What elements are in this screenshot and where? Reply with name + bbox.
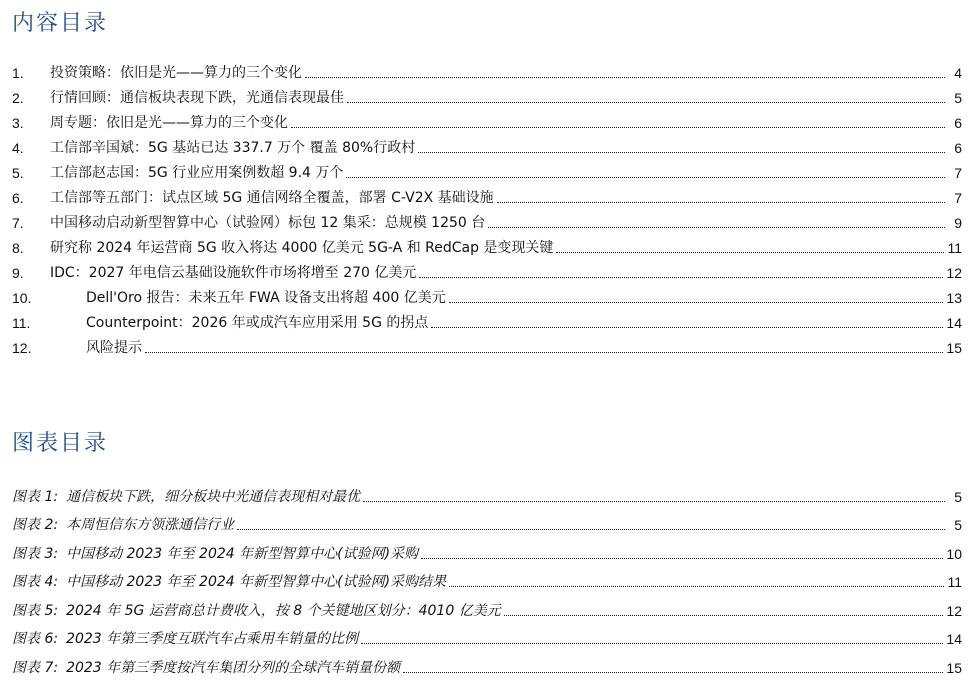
figure-entry[interactable]: [12, 477, 962, 506]
dot-leader: [291, 127, 945, 128]
figure-entry-title: 2023 年第三季度按汽车集团分列的全球汽车销量份额: [66, 659, 401, 676]
dot-leader: [145, 352, 943, 353]
figure-entry-page: 5: [954, 488, 962, 505]
toc-entry[interactable]: [12, 107, 962, 132]
dot-leader: [431, 327, 943, 328]
toc-entry[interactable]: [12, 332, 962, 357]
toc-entry-number: 8.: [12, 240, 24, 256]
toc-entry-page: 4: [954, 65, 962, 81]
toc-entry-title: 投资策略：依旧是光——算力的三个变化: [50, 65, 302, 81]
dot-leader: [361, 643, 943, 644]
toc-entry-number: 5.: [12, 165, 24, 181]
figure-entry[interactable]: [12, 620, 962, 649]
toc-entry-title: 周专题：依旧是光——算力的三个变化: [50, 115, 288, 131]
toc-entry-number: 6.: [12, 190, 24, 206]
toc-entry[interactable]: [12, 57, 962, 82]
toc-entry[interactable]: [12, 307, 962, 332]
toc-entry-number: 7.: [12, 215, 24, 231]
toc-list: [12, 57, 962, 357]
toc-entry-title: 中国移动启动新型智算中心（试验网）标包 12 集采：总规模 1250 台: [50, 215, 486, 231]
toc-entry-number: 10.: [12, 290, 32, 306]
dot-leader: [421, 558, 943, 559]
figure-entry-title: 2024 年 5G 运营商总计费收入，按 8 个关键地区划分：4010 亿美元: [66, 602, 501, 619]
toc-entry-number: 3.: [12, 115, 24, 131]
toc-entry-title: Dell'Oro 报告：未来五年 FWA 设备支出将超 400 亿美元: [86, 290, 446, 306]
figures-heading: 图表目录: [12, 431, 109, 456]
figure-entry-title: 中国移动 2023 年至 2024 年新型智算中心(试验网)采购: [66, 545, 419, 562]
figure-entry-label: 图表 3:: [12, 545, 59, 562]
toc-entry-number: 11.: [12, 315, 31, 331]
figure-entry-page: 12: [946, 602, 962, 619]
toc-entry-title: Counterpoint：2026 年或成汽车应用采用 5G 的拐点: [86, 315, 429, 331]
toc-entry-number: 1.: [12, 65, 24, 81]
figure-entry-label: 图表 7:: [12, 659, 59, 676]
toc-entry-page: 9: [954, 215, 962, 231]
figure-entry-page: 15: [946, 659, 962, 676]
figure-entry-page: 14: [946, 631, 962, 647]
dot-leader: [497, 202, 945, 203]
dot-leader: [418, 152, 945, 153]
figure-entry-label: 图表 5:: [12, 602, 59, 619]
toc-entry[interactable]: [12, 182, 962, 207]
toc-entry-title: 行情回顾：通信板块表现下跌，光通信表现最佳: [50, 90, 344, 106]
toc-entry-page: 15: [946, 340, 962, 356]
toc-entry-page: 11: [947, 240, 962, 256]
toc-entry-page: 5: [954, 90, 962, 106]
figure-entry-label: 图表 1:: [12, 488, 59, 505]
figure-entry-page: 11: [947, 574, 962, 590]
toc-entry-number: 2.: [12, 90, 24, 106]
toc-entry[interactable]: [12, 282, 962, 307]
toc-entry[interactable]: [12, 157, 962, 182]
figure-entry-title: 2023 年第三季度互联汽车占乘用车销量的比例: [66, 631, 359, 647]
toc-entry[interactable]: [12, 82, 962, 107]
dot-leader: [237, 529, 945, 530]
toc-entry-page: 14: [946, 315, 962, 331]
figure-entry[interactable]: [12, 591, 962, 620]
dot-leader: [305, 77, 945, 78]
toc-entry-number: 9.: [12, 265, 24, 281]
dot-leader: [488, 227, 945, 228]
dot-leader: [449, 302, 944, 303]
dot-leader: [363, 501, 945, 502]
figure-entry-title: 本周恒信东方领涨通信行业: [66, 517, 235, 533]
dot-leader: [403, 672, 943, 673]
figures-list: [12, 477, 962, 677]
dot-leader: [556, 252, 944, 253]
toc-entry-number: 12.: [12, 340, 32, 356]
figure-entry-label: 图表 2:: [12, 517, 59, 533]
toc-entry-page: 13: [946, 290, 962, 306]
toc-heading: 内容目录: [12, 11, 109, 36]
toc-entry-title: IDC：2027 年电信云基础设施软件市场将增至 270 亿美元: [50, 265, 417, 281]
dot-leader: [449, 586, 944, 587]
dot-leader: [346, 177, 945, 178]
figure-entry-page: 5: [954, 517, 962, 533]
dot-leader: [419, 277, 943, 278]
toc-entry-page: 7: [954, 165, 962, 181]
toc-entry[interactable]: [12, 132, 962, 157]
figure-entry[interactable]: [12, 648, 962, 677]
toc-entry[interactable]: [12, 232, 962, 257]
toc-entry-title: 工信部等五部门：试点区域 5G 通信网络全覆盖，部署 C-V2X 基础设施: [50, 190, 494, 206]
figure-entry-label: 图表 6:: [12, 631, 59, 647]
toc-entry-title: 研究称 2024 年运营商 5G 收入将达 4000 亿美元 5G-A 和 RedCap 是变现关键: [50, 240, 554, 256]
dot-leader: [347, 102, 945, 103]
toc-entry-number: 4.: [12, 140, 24, 156]
toc-entry[interactable]: [12, 207, 962, 232]
figure-entry-title: 中国移动 2023 年至 2024 年新型智算中心(试验网)采购结果: [66, 574, 447, 590]
toc-entry-title: 风险提示: [86, 340, 142, 356]
figure-entry[interactable]: [12, 563, 962, 592]
figure-entry[interactable]: [12, 534, 962, 563]
figure-entry[interactable]: [12, 506, 962, 535]
figure-entry-label: 图表 4:: [12, 574, 59, 590]
dot-leader: [504, 615, 944, 616]
toc-entry-page: 7: [954, 190, 962, 206]
toc-entry-page: 6: [954, 115, 962, 131]
toc-entry-page: 6: [954, 140, 962, 156]
toc-entry-page: 12: [946, 265, 962, 281]
toc-entry[interactable]: [12, 257, 962, 282]
toc-entry-title: 工信部赵志国：5G 行业应用案例数超 9.4 万个: [50, 165, 344, 181]
toc-entry-title: 工信部辛国斌：5G 基站已达 337.7 万个 覆盖 80%行政村: [50, 140, 416, 156]
figure-entry-page: 10: [946, 545, 962, 562]
figure-entry-title: 通信板块下跌，细分板块中光通信表现相对最优: [66, 488, 361, 505]
